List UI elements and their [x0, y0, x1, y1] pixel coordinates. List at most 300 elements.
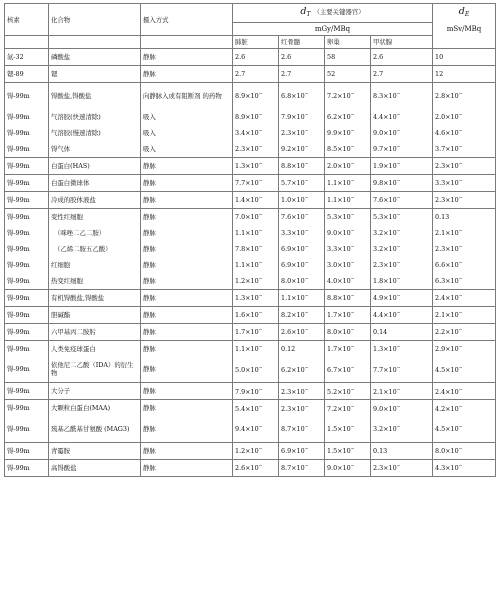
- cell-admin-route: 静脉: [141, 442, 233, 459]
- cell-nuclide: 锝-99m: [5, 340, 49, 357]
- cell-compound: 六甲基丙二胺肟: [49, 323, 141, 340]
- cell-ovary: [325, 208, 371, 225]
- cell-ovary: [325, 289, 371, 306]
- table-row: [5, 141, 496, 158]
- cell-value: 8.2×10: [281, 311, 305, 319]
- cell-marrow: [279, 383, 325, 400]
- cell-value: 5.0×10: [235, 365, 259, 374]
- header-dE-unit: mSv/MBq: [433, 23, 496, 49]
- cell-value: 3.2×10: [373, 425, 397, 434]
- cell-value: 1.3×10: [235, 294, 259, 302]
- cell-marrow: [279, 323, 325, 340]
- cell-ovary: [325, 273, 371, 290]
- exponent-mark: −: [458, 261, 463, 266]
- cell-value: 4.5×10: [435, 425, 459, 434]
- cell-value: 52: [327, 70, 336, 78]
- cell-nuclide: 锝-99m: [5, 157, 49, 174]
- cell-value: 2.1×10: [435, 229, 459, 237]
- cell-compound: 变性红细胞: [49, 208, 141, 225]
- cell-value: 0.12: [281, 344, 296, 353]
- exponent-mark: −: [350, 145, 355, 150]
- exponent-mark: −: [396, 294, 401, 299]
- table-body: [5, 49, 496, 477]
- cell-admin-route: 静脉: [141, 383, 233, 400]
- cell-thyroid: [371, 383, 433, 400]
- cell-effective-dose: [433, 357, 496, 383]
- cell-marrow: [279, 357, 325, 383]
- exponent-mark: −: [258, 213, 263, 218]
- exponent-mark: −: [350, 213, 355, 218]
- exponent-mark: −: [258, 294, 263, 299]
- cell-marrow: [279, 416, 325, 442]
- cell-marrow: [279, 273, 325, 290]
- exponent-mark: −: [350, 196, 355, 201]
- exponent-mark: −: [458, 113, 463, 118]
- cell-ovary: [325, 83, 371, 109]
- exponent-mark: −: [458, 145, 463, 150]
- cell-nuclide: 锝-99m: [5, 83, 49, 109]
- cell-effective-dose: [433, 49, 496, 66]
- cell-value: 6.9×10: [281, 261, 305, 269]
- cell-value: 8.0×10: [327, 328, 351, 336]
- cell-admin-route: 静脉: [141, 49, 233, 66]
- cell-ovary: [325, 357, 371, 383]
- cell-value: 2.3×10: [281, 404, 305, 413]
- header-compound: 化合物: [49, 4, 141, 36]
- cell-value: 3.2×10: [373, 229, 397, 237]
- cell-thyroid: [371, 225, 433, 241]
- cell-value: 7.2×10: [327, 404, 351, 413]
- cell-nuclide: 锝-99m: [5, 191, 49, 208]
- cell-value: 6.9×10: [281, 447, 305, 455]
- cell-value: 9.4×10: [235, 425, 259, 434]
- exponent-mark: −: [458, 294, 463, 299]
- cell-compound: 磷酸盐: [49, 49, 141, 66]
- cell-value: 1.6×10: [235, 311, 259, 319]
- exponent-mark: −: [458, 404, 463, 410]
- cell-value: 8.5×10: [327, 145, 351, 153]
- cell-nuclide: 锝-99m: [5, 141, 49, 158]
- cell-marrow: [279, 459, 325, 476]
- cell-value: 3.7×10: [435, 145, 459, 153]
- cell-value: 6.2×10: [281, 365, 305, 374]
- cell-value: 1.3×10: [235, 162, 259, 170]
- cell-admin-route: 静脉: [141, 241, 233, 257]
- cell-value: 5.7×10: [281, 179, 305, 187]
- cell-value: 7.0×10: [235, 213, 259, 221]
- exponent-mark: −: [258, 425, 263, 431]
- exponent-mark: −: [350, 129, 355, 134]
- exponent-mark: −: [304, 404, 309, 410]
- table-row: [5, 323, 496, 340]
- cell-value: 2.2×10: [435, 328, 459, 336]
- cell-value: 2.6×10: [235, 464, 259, 472]
- exponent-mark: −: [350, 404, 355, 410]
- header-dT: $d_T$ （主要关键器官）: [233, 4, 433, 23]
- exponent-mark: −: [304, 425, 309, 431]
- cell-ovary: [325, 66, 371, 83]
- cell-thyroid: [371, 174, 433, 191]
- cell-value: 2.3×10: [235, 145, 259, 153]
- cell-value: 8.8×10: [327, 294, 351, 302]
- cell-marrow: [279, 83, 325, 109]
- exponent-mark: −: [304, 213, 309, 218]
- cell-marrow: [279, 125, 325, 141]
- cell-value: 3.3×10: [281, 229, 305, 237]
- cell-value: 2.6: [373, 53, 384, 61]
- cell-compound: 大颗粒白蛋白(MAA): [49, 400, 141, 417]
- exponent-mark: −: [304, 261, 309, 266]
- cell-value: 8.9×10: [235, 113, 259, 121]
- cell-nuclide: 锝-99m: [5, 225, 49, 241]
- cell-lung: [233, 125, 279, 141]
- cell-value: 8.0×10: [435, 447, 459, 455]
- cell-effective-dose: [433, 191, 496, 208]
- cell-nuclide: 锝-99m: [5, 257, 49, 273]
- cell-value: 9.0×10: [327, 229, 351, 237]
- cell-ovary: [325, 109, 371, 125]
- exponent-mark: −: [458, 365, 463, 371]
- exponent-mark: −: [396, 261, 401, 266]
- cell-compound: 大分子: [49, 383, 141, 400]
- exponent-mark: −: [396, 213, 401, 218]
- cell-value: 3.3×10: [327, 245, 351, 253]
- cell-compound: 白蛋白微球体: [49, 174, 141, 191]
- cell-lung: [233, 400, 279, 417]
- exponent-mark: −: [350, 162, 355, 167]
- cell-effective-dose: [433, 109, 496, 125]
- table-row: [5, 357, 496, 383]
- exponent-mark: −: [458, 179, 463, 184]
- exponent-mark: −: [304, 365, 309, 371]
- cell-admin-route: 静脉: [141, 459, 233, 476]
- exponent-mark: −: [258, 311, 263, 316]
- header-nuclide: 核素: [5, 4, 49, 36]
- cell-lung: [233, 459, 279, 476]
- exponent-mark: −: [458, 345, 463, 350]
- cell-nuclide: 锝-99m: [5, 416, 49, 442]
- exponent-mark: −: [396, 311, 401, 316]
- cell-admin-route: 静脉: [141, 400, 233, 417]
- table-row: [5, 174, 496, 191]
- exponent-mark: −: [258, 277, 263, 282]
- cell-effective-dose: [433, 442, 496, 459]
- exponent-mark: −: [458, 387, 463, 393]
- exponent-mark: −: [396, 196, 401, 201]
- exponent-mark: −: [458, 229, 463, 234]
- exponent-mark: −: [304, 196, 309, 201]
- cell-thyroid: [371, 157, 433, 174]
- cell-value: 5.4×10: [235, 404, 259, 413]
- cell-thyroid: [371, 109, 433, 125]
- cell-nuclide: 锝-99m: [5, 125, 49, 141]
- cell-value: 1.1×10: [327, 196, 351, 204]
- cell-ovary: [325, 49, 371, 66]
- cell-compound: 锝气体: [49, 141, 141, 158]
- cell-nuclide: 锝-99m: [5, 109, 49, 125]
- dosimetry-table-page: [0, 3, 500, 611]
- exponent-mark: −: [304, 162, 309, 167]
- cell-effective-dose: [433, 383, 496, 400]
- table-row: [5, 66, 496, 83]
- table-row: [5, 383, 496, 400]
- cell-thyroid: [371, 208, 433, 225]
- cell-value: 2.3×10: [435, 245, 459, 253]
- exponent-mark: −: [350, 277, 355, 282]
- cell-lung: [233, 323, 279, 340]
- exponent-mark: −: [258, 92, 263, 98]
- cell-effective-dose: [433, 225, 496, 241]
- header-row-1: [5, 4, 496, 23]
- exponent-mark: −: [258, 129, 263, 134]
- cell-value: 2.3×10: [281, 387, 305, 396]
- cell-nuclide: 锝-99m: [5, 241, 49, 257]
- cell-value: 2.4×10: [435, 294, 459, 302]
- exponent-mark: −: [396, 365, 401, 371]
- cell-value: 2.4×10: [435, 387, 459, 396]
- exponent-mark: −: [350, 113, 355, 118]
- cell-value: 2.7: [373, 70, 384, 78]
- cell-value: 7.7×10: [235, 179, 259, 187]
- cell-effective-dose: [433, 141, 496, 158]
- cell-value: 2.0×10: [327, 162, 351, 170]
- cell-compound: 高锝酸盐: [49, 459, 141, 476]
- exponent-mark: −: [258, 365, 263, 371]
- cell-admin-route: 静脉: [141, 306, 233, 323]
- cell-admin-route: 吸入: [141, 109, 233, 125]
- cell-nuclide: 锝-99m: [5, 400, 49, 417]
- cell-thyroid: [371, 306, 433, 323]
- cell-value: 0.14: [373, 327, 388, 336]
- cell-thyroid: [371, 442, 433, 459]
- exponent-mark: −: [304, 311, 309, 316]
- cell-nuclide: 锝-99m: [5, 459, 49, 476]
- cell-admin-route: 吸入: [141, 141, 233, 158]
- cell-ovary: [325, 241, 371, 257]
- cell-admin-route: 吸入: [141, 125, 233, 141]
- cell-ovary: [325, 442, 371, 459]
- cell-lung: [233, 174, 279, 191]
- table-row: [5, 83, 496, 109]
- exponent-mark: −: [396, 162, 401, 167]
- exponent-mark: −: [350, 425, 355, 431]
- exponent-mark: −: [350, 294, 355, 299]
- cell-value: 9.9×10: [327, 129, 351, 137]
- cell-value: 58: [327, 53, 336, 61]
- cell-thyroid: [371, 66, 433, 83]
- cell-thyroid: [371, 459, 433, 476]
- cell-marrow: [279, 400, 325, 417]
- header-organ-thyroid: 甲状腺: [371, 36, 433, 49]
- cell-thyroid: [371, 416, 433, 442]
- cell-nuclide: 锝-99m: [5, 357, 49, 383]
- table-row: [5, 400, 496, 417]
- cell-value: 8.9×10: [235, 92, 259, 101]
- cell-value: 10: [435, 53, 444, 61]
- cell-value: 7.9×10: [281, 113, 305, 121]
- cell-lung: [233, 157, 279, 174]
- cell-value: 1.2×10: [235, 277, 259, 285]
- cell-admin-route: 静脉: [141, 225, 233, 241]
- exponent-mark: −: [396, 92, 401, 98]
- cell-marrow: [279, 174, 325, 191]
- cell-value: 1.2×10: [235, 447, 259, 455]
- cell-compound: 红细胞: [49, 257, 141, 273]
- table-row: [5, 157, 496, 174]
- cell-lung: [233, 141, 279, 158]
- exponent-mark: −: [258, 261, 263, 266]
- cell-nuclide: 锝-99m: [5, 323, 49, 340]
- cell-marrow: [279, 109, 325, 125]
- cell-admin-route: 静脉: [141, 357, 233, 383]
- exponent-mark: −: [458, 447, 463, 452]
- cell-value: 6.3×10: [435, 277, 459, 285]
- cell-lung: [233, 241, 279, 257]
- cell-value: 4.5×10: [435, 365, 459, 374]
- cell-lung: [233, 383, 279, 400]
- cell-admin-route: 静脉: [141, 323, 233, 340]
- cell-compound: 依他尼二乙酸（IDA）的衍生物: [49, 357, 141, 383]
- cell-nuclide: 锝-99m: [5, 383, 49, 400]
- dose-coefficient-table: [4, 3, 496, 477]
- cell-value: 1.7×10: [327, 345, 351, 353]
- cell-value: 5.3×10: [327, 213, 351, 221]
- cell-effective-dose: [433, 323, 496, 340]
- table-row: [5, 442, 496, 459]
- exponent-mark: −: [396, 179, 401, 184]
- exponent-mark: −: [304, 294, 309, 299]
- cell-value: 3.0×10: [327, 261, 351, 269]
- cell-effective-dose: [433, 257, 496, 273]
- exponent-mark: −: [258, 113, 263, 118]
- exponent-mark: −: [350, 245, 355, 250]
- cell-lung: [233, 289, 279, 306]
- exponent-mark: −: [258, 229, 263, 234]
- cell-lung: [233, 257, 279, 273]
- cell-lung: [233, 442, 279, 459]
- exponent-mark: −: [258, 464, 263, 469]
- cell-lung: [233, 416, 279, 442]
- cell-value: 2.1×10: [373, 387, 397, 396]
- cell-ovary: [325, 257, 371, 273]
- cell-value: 2.3×10: [435, 162, 459, 170]
- cell-lung: [233, 109, 279, 125]
- header-admin-route: 摄入方式: [141, 4, 233, 36]
- cell-effective-dose: [433, 459, 496, 476]
- cell-thyroid: [371, 257, 433, 273]
- cell-value: 1.1×10: [235, 345, 259, 353]
- cell-value: 1.3×10: [373, 345, 397, 353]
- cell-value: 2.1×10: [435, 311, 459, 319]
- cell-effective-dose: [433, 416, 496, 442]
- cell-value: 1.5×10: [327, 425, 351, 434]
- cell-thyroid: [371, 49, 433, 66]
- cell-value: 2.7: [235, 70, 246, 78]
- cell-ovary: [325, 340, 371, 357]
- exponent-mark: −: [304, 387, 309, 393]
- cell-lung: [233, 191, 279, 208]
- cell-value: 7.6×10: [373, 196, 397, 204]
- cell-admin-route: 静脉: [141, 66, 233, 83]
- exponent-mark: −: [304, 447, 309, 452]
- header-organ-marrow: 红骨髓: [279, 36, 325, 49]
- exponent-mark: −: [396, 345, 401, 350]
- cell-value: 4.4×10: [373, 113, 397, 121]
- cell-compound: （乙烯二胺五乙酸）: [49, 241, 141, 257]
- exponent-mark: −: [258, 145, 263, 150]
- exponent-mark: −: [350, 261, 355, 266]
- cell-ovary: [325, 174, 371, 191]
- cell-value: 7.7×10: [373, 365, 397, 374]
- exponent-mark: −: [458, 245, 463, 250]
- cell-effective-dose: [433, 306, 496, 323]
- cell-admin-route: 静脉: [141, 289, 233, 306]
- exponent-mark: −: [458, 92, 463, 98]
- cell-value: 8.0×10: [281, 277, 305, 285]
- cell-value: 6.7×10: [327, 365, 351, 374]
- table-row: [5, 306, 496, 323]
- cell-admin-route: 静脉: [141, 208, 233, 225]
- cell-value: 9.0×10: [373, 404, 397, 413]
- cell-value: 7.9×10: [235, 387, 259, 396]
- cell-value: 9.8×10: [373, 179, 397, 187]
- table-row: [5, 125, 496, 141]
- cell-thyroid: [371, 141, 433, 158]
- cell-value: 2.3×10: [373, 464, 397, 472]
- cell-admin-route: 静脉: [141, 174, 233, 191]
- cell-ovary: [325, 459, 371, 476]
- cell-value: 4.2×10: [435, 404, 459, 413]
- exponent-mark: −: [304, 328, 309, 333]
- cell-thyroid: [371, 357, 433, 383]
- cell-marrow: [279, 141, 325, 158]
- cell-value: 4.0×10: [327, 277, 351, 285]
- exponent-mark: −: [258, 404, 263, 410]
- cell-compound: 气溶胶(快速清除): [49, 109, 141, 125]
- cell-value: 9.0×10: [373, 129, 397, 137]
- cell-compound: 冷成的胶体液盐: [49, 191, 141, 208]
- cell-ovary: [325, 191, 371, 208]
- cell-nuclide: 锝-99m: [5, 174, 49, 191]
- cell-thyroid: [371, 83, 433, 109]
- exponent-mark: −: [458, 464, 463, 469]
- cell-admin-route: 静脉: [141, 191, 233, 208]
- cell-compound: 胆碱酯: [49, 306, 141, 323]
- header-blank-1: [5, 36, 49, 49]
- cell-value: 6.8×10: [281, 92, 305, 101]
- exponent-mark: −: [350, 464, 355, 469]
- cell-effective-dose: [433, 66, 496, 83]
- cell-value: 7.2×10: [327, 92, 351, 101]
- cell-ovary: [325, 306, 371, 323]
- cell-value: 8.7×10: [281, 464, 305, 472]
- cell-value: 4.4×10: [373, 311, 397, 319]
- cell-lung: [233, 273, 279, 290]
- header-dT-unit: mGy/MBq: [233, 23, 433, 36]
- table-row: [5, 257, 496, 273]
- exponent-mark: −: [304, 464, 309, 469]
- table-row: [5, 191, 496, 208]
- cell-value: 6.9×10: [281, 245, 305, 253]
- cell-value: 1.7×10: [327, 311, 351, 319]
- exponent-mark: −: [258, 328, 263, 333]
- exponent-mark: −: [396, 404, 401, 410]
- cell-value: 9.2×10: [281, 145, 305, 153]
- cell-value: 5.2×10: [327, 387, 351, 396]
- table-row: [5, 459, 496, 476]
- cell-marrow: [279, 442, 325, 459]
- cell-marrow: [279, 49, 325, 66]
